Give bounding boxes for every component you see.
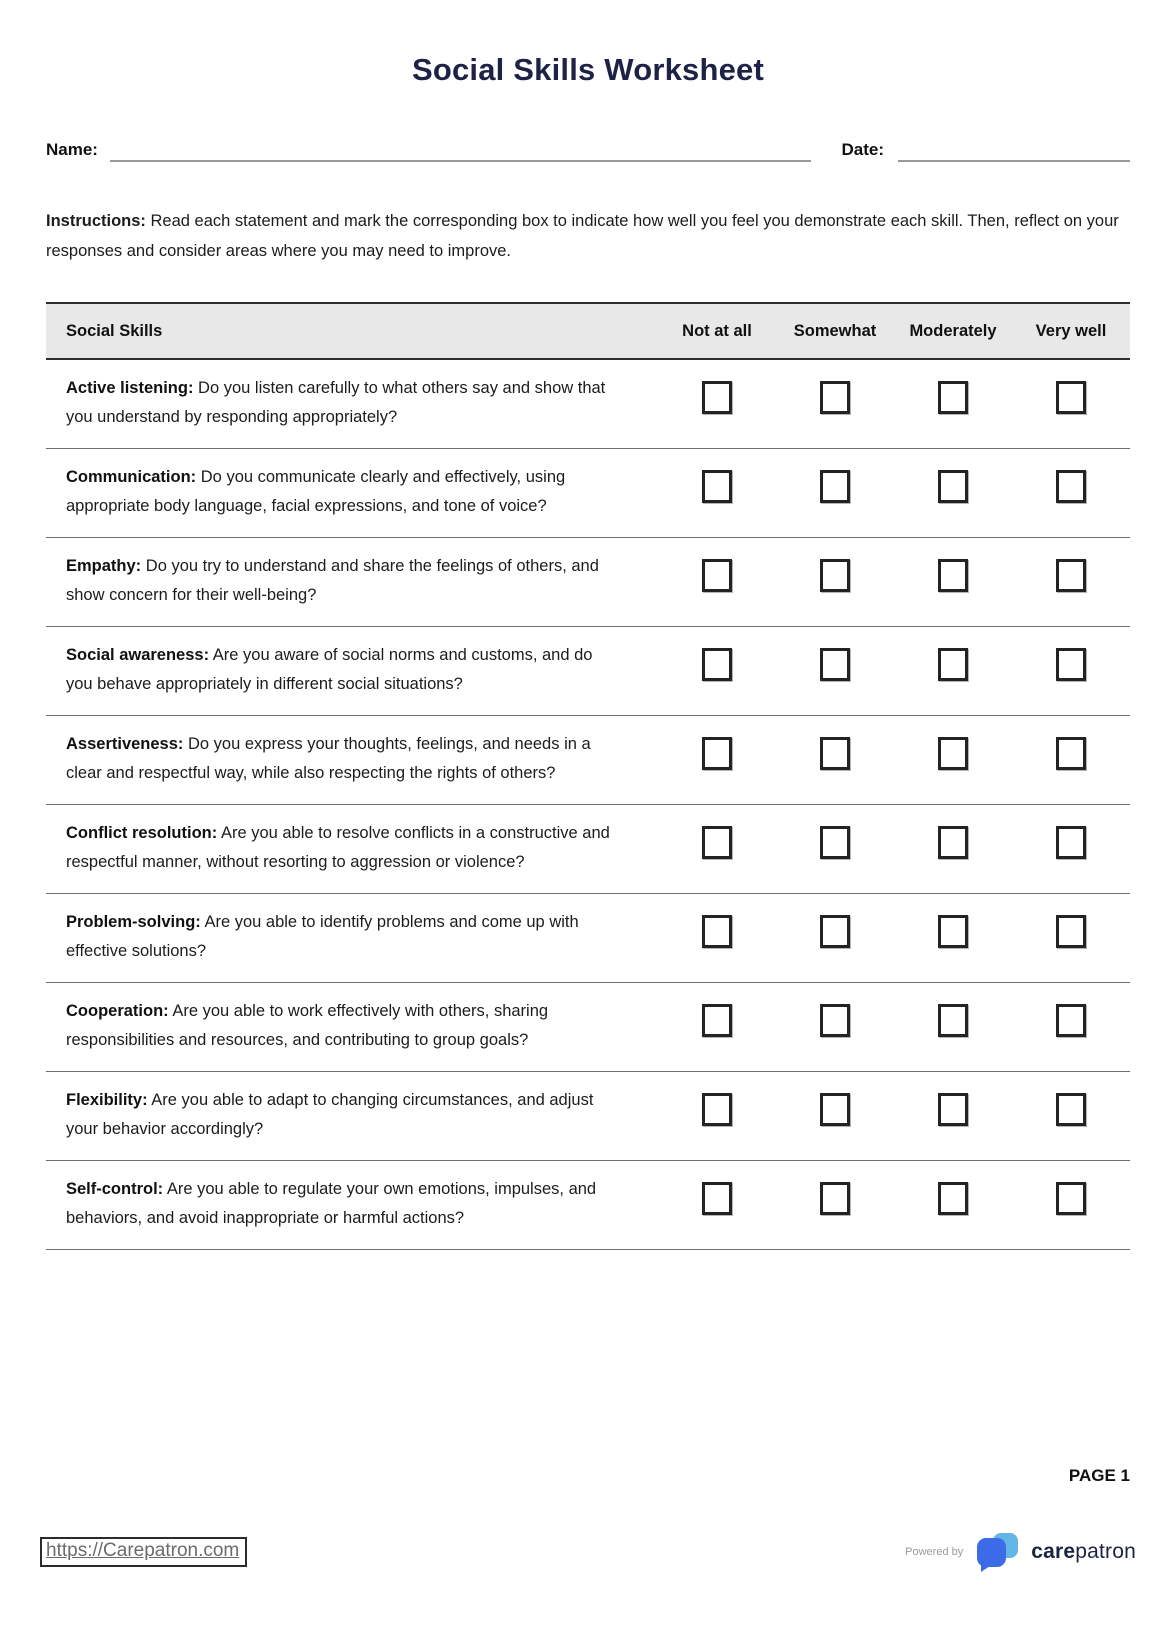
skill-name: Social awareness: [66, 646, 210, 664]
instructions-text: Read each statement and mark the corresponding box to indicate how well you feel you demonstrate each skill. Then, reflect on your responses and consider areas where you may need to improve. [46, 212, 1119, 260]
checkbox-very-well[interactable] [1056, 381, 1086, 414]
checkbox-somewhat[interactable] [820, 470, 850, 503]
skill-name: Flexibility: [66, 1091, 148, 1109]
table-row [46, 805, 1130, 894]
powered-by-label: Powered by [905, 1546, 964, 1558]
table-row [46, 716, 1130, 805]
skill-name: Active listening: [66, 379, 194, 397]
carepatron-wordmark [1031, 1540, 1136, 1564]
checkbox-moderately[interactable] [938, 1004, 968, 1037]
checkbox-very-well[interactable] [1056, 648, 1086, 681]
skill-question: Are you able to identify problems and come up with effective solutions? [66, 913, 579, 960]
checkbox-very-well[interactable] [1056, 1182, 1086, 1215]
checkbox-not-at-all[interactable] [702, 737, 732, 770]
skill-question: Are you able to resolve conflicts in a constructive and respectful manner, without resorting to aggression or violence? [66, 824, 610, 871]
column-header-social-skills: Social Skills [66, 321, 163, 340]
table-row [46, 449, 1130, 538]
skill-name: Communication: [66, 468, 197, 486]
checkbox-moderately[interactable] [938, 737, 968, 770]
name-label: Name: [46, 140, 98, 159]
skill-description [46, 819, 658, 877]
skill-name: Empathy: [66, 557, 142, 575]
instructions-label: Instructions: [46, 212, 146, 230]
skill-name: Cooperation: [66, 1002, 169, 1020]
instructions-paragraph [46, 206, 1130, 266]
checkbox-not-at-all[interactable] [702, 1182, 732, 1215]
checkbox-not-at-all[interactable] [702, 826, 732, 859]
checkbox-somewhat[interactable] [820, 1182, 850, 1215]
checkbox-very-well[interactable] [1056, 559, 1086, 592]
checkbox-not-at-all[interactable] [702, 915, 732, 948]
skill-description [46, 908, 658, 966]
table-header-row [46, 302, 1130, 360]
date-input-line[interactable] [898, 140, 1130, 162]
skill-question: Do you express your thoughts, feelings, and needs in a clear and respectful way, while also respecting the rights of others? [66, 735, 591, 782]
checkbox-not-at-all[interactable] [702, 381, 732, 414]
checkbox-somewhat[interactable] [820, 737, 850, 770]
skill-name: Assertiveness: [66, 735, 184, 753]
column-header-somewhat: Somewhat [793, 321, 877, 340]
skill-question: Do you communicate clearly and effectively, using appropriate body language, facial expressions, and tone of voice? [66, 468, 566, 515]
checkbox-somewhat[interactable] [820, 826, 850, 859]
checkbox-very-well[interactable] [1056, 915, 1086, 948]
brand-patron: patron [1075, 1540, 1136, 1563]
skill-description [46, 997, 658, 1055]
table-row [46, 627, 1130, 716]
checkbox-moderately[interactable] [938, 381, 968, 414]
checkbox-not-at-all[interactable] [702, 1004, 732, 1037]
table-row [46, 1072, 1130, 1161]
skill-description [46, 641, 658, 699]
skill-description [46, 552, 658, 610]
footer [0, 1532, 1176, 1572]
skill-description [46, 374, 658, 432]
checkbox-moderately[interactable] [938, 1182, 968, 1215]
checkbox-somewhat[interactable] [820, 915, 850, 948]
skill-description [46, 463, 658, 521]
name-date-row [46, 140, 1130, 162]
date-label: Date: [841, 140, 884, 159]
checkbox-very-well[interactable] [1056, 1093, 1086, 1126]
checkbox-moderately[interactable] [938, 648, 968, 681]
skill-description [46, 1086, 658, 1144]
checkbox-very-well[interactable] [1056, 470, 1086, 503]
skill-question: Do you try to understand and share the feelings of others, and show concern for their well-being? [66, 557, 599, 604]
skill-name: Conflict resolution: [66, 824, 218, 842]
footer-link-box [40, 1537, 247, 1567]
page-number: PAGE 1 [1068, 1466, 1130, 1485]
table-row [46, 360, 1130, 449]
checkbox-moderately[interactable] [938, 559, 968, 592]
checkbox-very-well[interactable] [1056, 1004, 1086, 1037]
skill-description [46, 1175, 658, 1233]
skill-question: Do you listen carefully to what others say and show that you understand by responding appropriately? [66, 379, 606, 426]
checkbox-somewhat[interactable] [820, 381, 850, 414]
checkbox-moderately[interactable] [938, 826, 968, 859]
checkbox-not-at-all[interactable] [702, 470, 732, 503]
checkbox-somewhat[interactable] [820, 1004, 850, 1037]
skills-table [46, 302, 1130, 1250]
checkbox-moderately[interactable] [938, 470, 968, 503]
skill-question: Are you able to work effectively with others, sharing responsibilities and resources, and contributing to group goals? [66, 1002, 549, 1049]
checkbox-not-at-all[interactable] [702, 1093, 732, 1126]
page-title: Social Skills Worksheet [411, 52, 765, 87]
skill-name: Self-control: [66, 1180, 164, 1198]
table-row [46, 1161, 1130, 1250]
brand-care: care [1031, 1540, 1076, 1563]
name-input-line[interactable] [110, 140, 812, 162]
checkbox-moderately[interactable] [938, 915, 968, 948]
checkbox-somewhat[interactable] [820, 1093, 850, 1126]
column-header-not-at-all: Not at all [682, 321, 752, 340]
powered-by-block [905, 1532, 1136, 1572]
checkbox-not-at-all[interactable] [702, 559, 732, 592]
checkbox-not-at-all[interactable] [702, 648, 732, 681]
checkbox-moderately[interactable] [938, 1093, 968, 1126]
checkbox-very-well[interactable] [1056, 826, 1086, 859]
column-header-moderately: Moderately [909, 321, 997, 340]
checkbox-somewhat[interactable] [820, 648, 850, 681]
skill-question: Are you aware of social norms and customs, and do you behave appropriately in different social situations? [66, 646, 593, 693]
checkbox-somewhat[interactable] [820, 559, 850, 592]
carepatron-link[interactable]: https://Carepatron.com [46, 1540, 240, 1561]
column-header-very-well: Very well [1035, 321, 1107, 340]
skill-question: Are you able to adapt to changing circumstances, and adjust your behavior accordingly? [66, 1091, 594, 1138]
table-row [46, 538, 1130, 627]
skill-description [46, 730, 658, 788]
table-row [46, 894, 1130, 983]
skill-name: Problem-solving: [66, 913, 201, 931]
carepatron-logo-icon [975, 1532, 1021, 1572]
table-row [46, 983, 1130, 1072]
skill-question: Are you able to regulate your own emotions, impulses, and behaviors, and avoid inappropriate or harmful actions? [66, 1180, 597, 1227]
checkbox-very-well[interactable] [1056, 737, 1086, 770]
